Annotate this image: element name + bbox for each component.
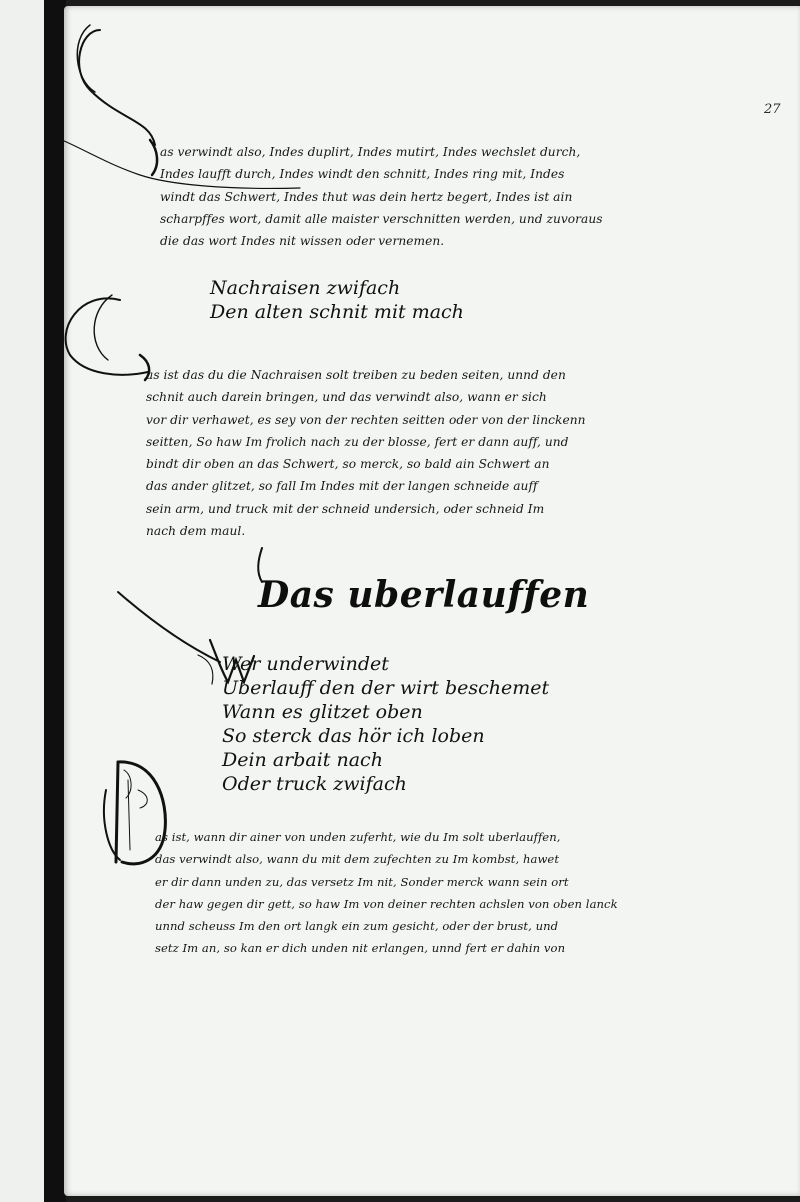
verse-line: Den alten schnit mit mach [210, 301, 464, 323]
text-line: vor dir verhawet, es sey von der rechten seitten oder von der linckenn [146, 412, 586, 427]
heading-flourish [118, 548, 262, 662]
text-line: as ist, wann dir ainer von unden zuferht, wie du Im solt uberlauffen, [155, 830, 561, 844]
text-line: seitten, So haw Im frolich nach zu der blosse, fert er dann auff, und [146, 434, 569, 449]
text-line: das ander glitzet, so fall Im Indes mit der langen schneide auff [146, 479, 538, 494]
text-line: das verwindt also, wann du mit dem zufechten zu Im kombst, hawet [155, 852, 560, 867]
text-line: windt das Schwert, Indes thut was dein hertz begert, Indes ist ain [160, 189, 573, 204]
verse-2 [222, 652, 549, 796]
verse-line: Uberlauff den der wirt beschemet [222, 677, 550, 699]
text-line: as ist das du die Nachraisen solt treiben zu beden seiten, unnd den [146, 368, 566, 382]
text-line: nach dem maul. [146, 524, 246, 539]
verse-line: Dein arbait nach [222, 749, 383, 771]
verse-line: Wann es glitzet oben [222, 701, 423, 723]
text-block-3 [155, 826, 618, 960]
verse-line: Nachraisen zwifach [210, 277, 401, 299]
text-line: bindt dir oben an das Schwert, so merck, so bald ain Schwert an [146, 457, 550, 472]
verse-1 [210, 276, 464, 324]
text-line: schnit auch darein bringen, und das verwindt also, wann er sich [146, 390, 547, 405]
verse-line: Wer underwindet [222, 653, 389, 675]
text-line: die das wort Indes nit wissen oder vernemen. [160, 234, 445, 249]
text-line: der haw gegen dir gett, so haw Im von deiner rechten achslen von oben lanck [155, 896, 618, 911]
text-line: as verwindt also, Indes duplirt, Indes mutirt, Indes wechslet durch, [160, 145, 581, 159]
text-line: setz Im an, so kan er dich unden nit erlangen, unnd fert er dahin von [155, 941, 566, 956]
text-line: er dir dann unden zu, das versetz Im nit, Sonder merck wann sein ort [155, 874, 569, 889]
verse-line: Oder truck zwifach [222, 773, 407, 795]
initial-d-flourish-2 [66, 295, 150, 380]
text-line: sein arm, und truck mit der schneid undersich, oder schneid Im [146, 501, 545, 516]
text-block-2 [146, 364, 586, 542]
text-line: unnd scheuss Im den ort langk ein zum gesicht, oder der brust, und [155, 919, 559, 934]
text-line: scharpffes wort, damit alle maister verschnitten werden, und zuvoraus [160, 211, 603, 226]
text-line: Indes laufft durch, Indes windt den schnitt, Indes ring mit, Indes [160, 167, 565, 182]
folio-number: 27 [764, 102, 781, 117]
verse-line: So sterck das hör ich loben [222, 725, 485, 747]
text-block-1 [160, 141, 603, 252]
section-heading: Das uberlauffen [258, 574, 590, 616]
